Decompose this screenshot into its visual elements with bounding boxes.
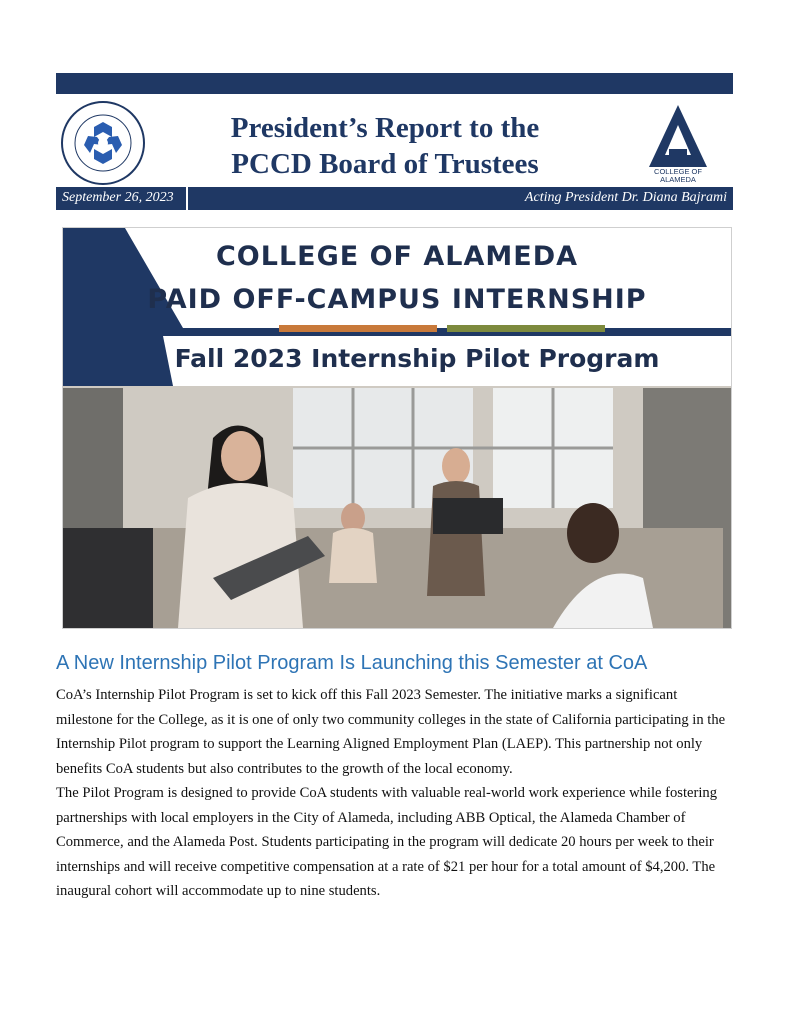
- report-title: [150, 110, 620, 182]
- title-line-1: President’s Report to the: [230, 112, 540, 144]
- peralta-logo: [60, 100, 146, 186]
- article-paragraph-1: CoA’s Internship Pilot Program is set to kick off this Fall 2023 Semester. The initiative marks a significant milestone for the College, as it is one of only two community colleges in the state of California participating in the Internship Pilot program to support the Learning Aligned Employment Plan (LAEP). This partnership not only benefits CoA students but also contributes to the growth of the local economy.: [56, 687, 726, 777]
- banner-line-2: PAID OFF-CAMPUS INTERNSHIP: [147, 284, 647, 315]
- report-date: September 26, 2023: [62, 190, 174, 205]
- title-line-2: PCCD Board of Trustees: [231, 148, 539, 180]
- article-headline: A New Internship Pilot Program Is Launching this Semester at CoA: [56, 652, 648, 674]
- banner-line-3: Fall 2023 Internship Pilot Program: [174, 344, 660, 373]
- coa-logo-text: COLLEGE OF ALAMEDA: [654, 167, 702, 184]
- header-top-bar: [56, 73, 733, 94]
- date-divider: [186, 187, 188, 210]
- internship-banner-image: [62, 227, 732, 629]
- article-paragraph-2: The Pilot Program is designed to provide CoA students with valuable real-world work experience while fostering partnerships with local employers in the City of Alameda, including ABB Optical, the Alameda Chamber of Commerce, and the Alameda Post. Students participating in the program will dedicate 20 hours per week to their internships and will receive competitive compensation at a rate of $21 per hour for a total amount of $4,200. The inaugural cohort will accommodate up to nine students.: [56, 785, 718, 899]
- president-name: Acting President Dr. Diana Bajrami: [524, 190, 727, 205]
- banner-line-1: COLLEGE OF ALAMEDA: [215, 241, 579, 272]
- date-bar: [56, 187, 733, 210]
